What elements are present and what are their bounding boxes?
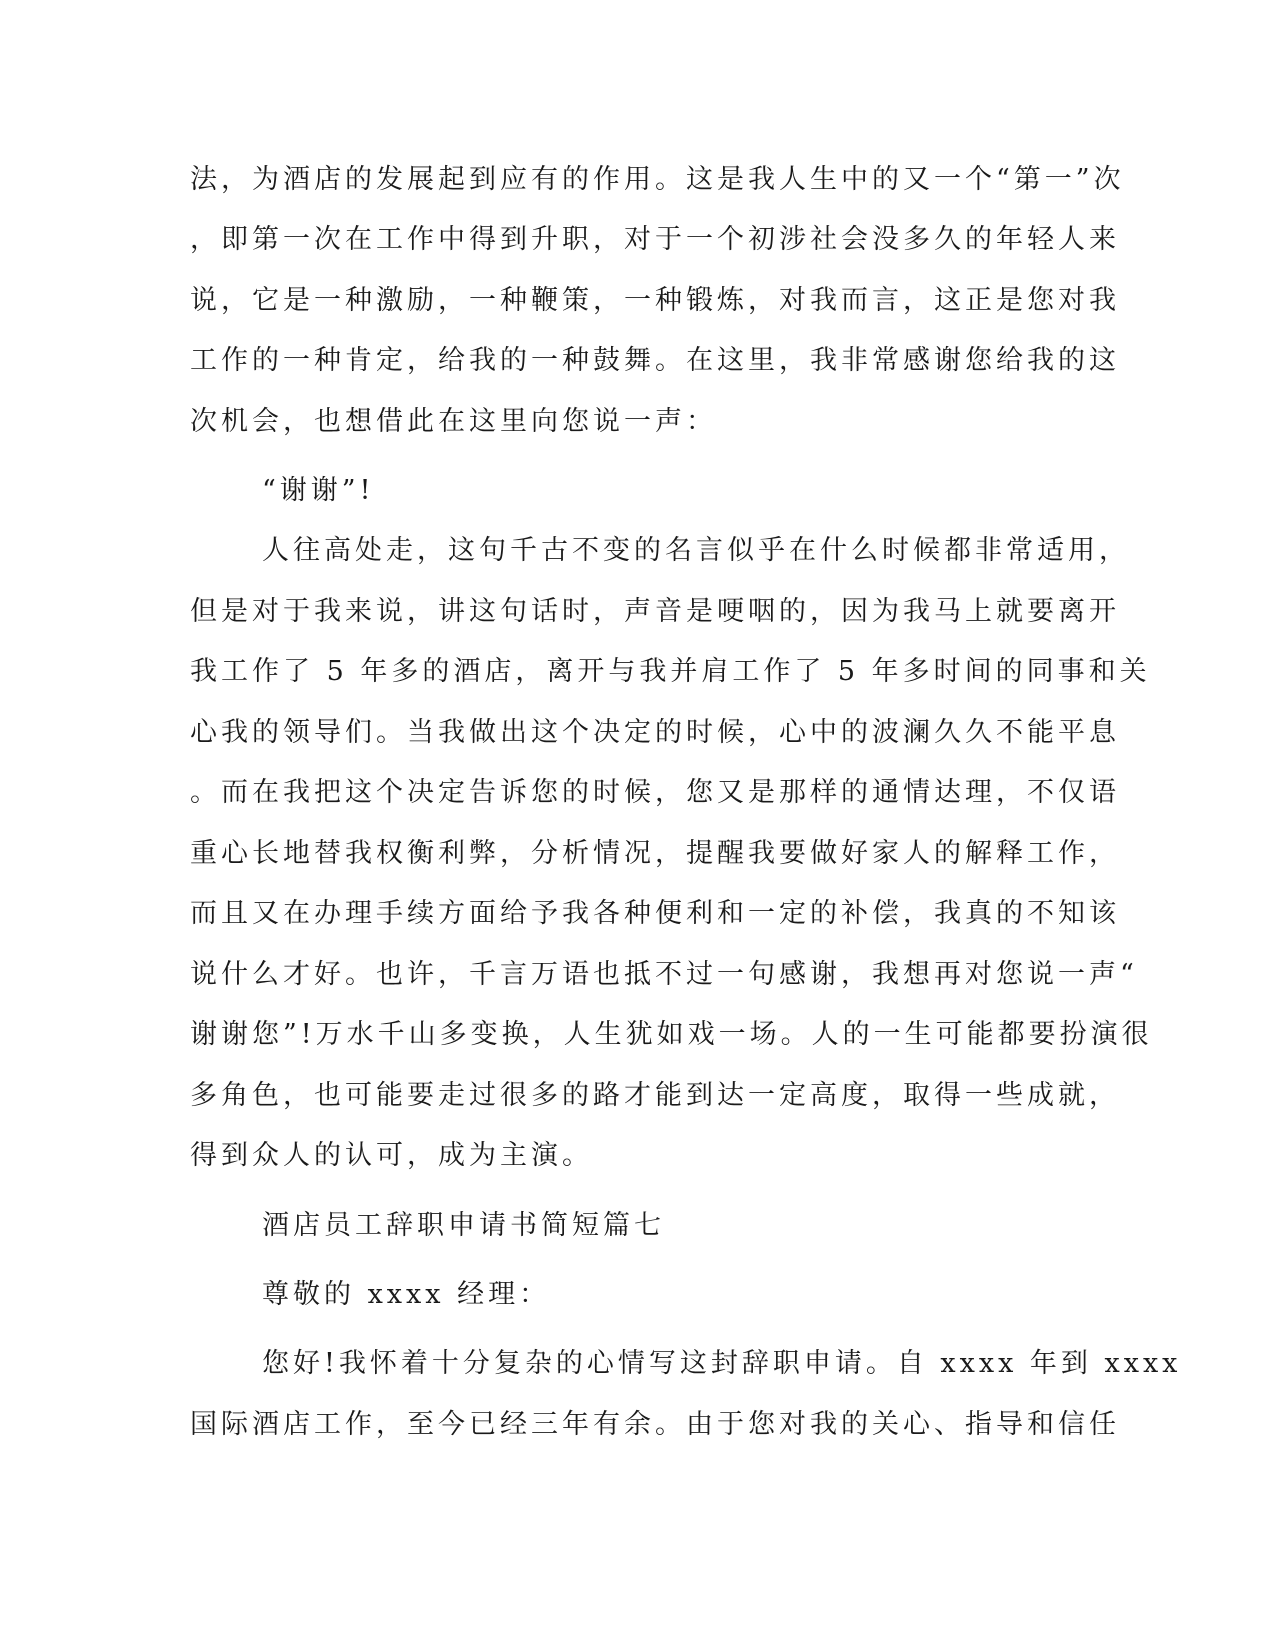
- paragraph-line: “谢谢”!: [262, 475, 375, 506]
- paragraph-line: 次机会，也想借此在这里向您说一声：: [190, 406, 717, 437]
- paragraph-line: 多角色，也可能要走过很多的路才能到达一定高度，取得一些成就，: [190, 1080, 1120, 1111]
- section-heading: 酒店员工辞职申请书简短篇七: [262, 1210, 665, 1241]
- paragraph-line: 得到众人的认可，成为主演。: [190, 1140, 593, 1171]
- paragraph-line: 国际酒店工作，至今已经三年有余。由于您对我的关心、指导和信任: [190, 1409, 1120, 1440]
- paragraph-line: 心我的领导们。当我做出这个决定的时候，心中的波澜久久不能平息: [190, 717, 1120, 748]
- paragraph-line: 谢谢您”!万水千山多变换，人生犹如戏一场。人的一生可能都要扮演很: [190, 1019, 1153, 1050]
- salutation-line: 尊敬的 xxxx 经理：: [262, 1279, 551, 1310]
- paragraph-line: 您好!我怀着十分复杂的心情写这封辞职申请。自 xxxx 年到 xxxx: [262, 1348, 1182, 1379]
- paragraph-line: 说什么才好。也许，千言万语也抵不过一句感谢，我想再对您说一声“: [190, 959, 1138, 990]
- paragraph-line: 工作的一种肯定，给我的一种鼓舞。在这里，我非常感谢您给我的这: [190, 345, 1120, 376]
- paragraph-line: ，即第一次在工作中得到升职，对于一个初涉社会没多久的年轻人来: [190, 224, 1120, 255]
- paragraph-line: 但是对于我来说，讲这句话时，声音是哽咽的，因为我马上就要离开: [190, 596, 1120, 627]
- paragraph-line: 而且又在办理手续方面给予我各种便利和一定的补偿，我真的不知该: [190, 898, 1120, 929]
- paragraph-line: 重心长地替我权衡利弊，分析情况，提醒我要做好家人的解释工作，: [190, 838, 1120, 869]
- paragraph-line: 人往高处走，这句千古不变的名言似乎在什么时候都非常适用，: [262, 535, 1130, 566]
- paragraph-line: 法，为酒店的发展起到应有的作用。这是我人生中的又一个“第一”次: [190, 164, 1125, 195]
- paragraph-line: 我工作了 5 年多的酒店，离开与我并肩工作了 5 年多时间的同事和关: [190, 656, 1151, 687]
- paragraph-line: 说，它是一种激励，一种鞭策，一种锻炼，对我而言，这正是您对我: [190, 285, 1120, 316]
- paragraph-line: 。而在我把这个决定告诉您的时候，您又是那样的通情达理，不仅语: [190, 777, 1120, 808]
